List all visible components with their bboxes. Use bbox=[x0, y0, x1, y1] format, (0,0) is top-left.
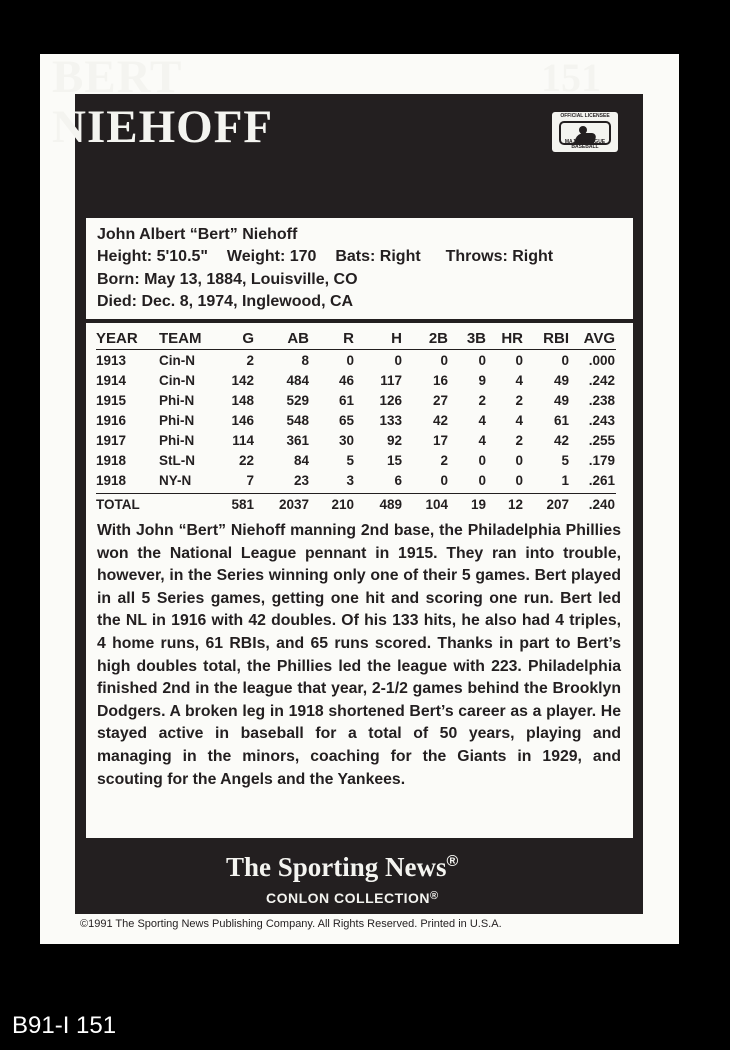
cell-r: 0 bbox=[346, 353, 354, 368]
total-divider bbox=[96, 493, 616, 494]
cell-3b: 4 bbox=[478, 413, 486, 428]
full-name: John Albert “Bert” Niehoff bbox=[97, 226, 298, 243]
cell-r: 5 bbox=[346, 453, 354, 468]
cell-year: 1918 bbox=[96, 473, 127, 488]
died-value: Dec. 8, 1974, Inglewood, CA bbox=[141, 293, 354, 310]
brand-name: The Sporting News bbox=[226, 852, 447, 882]
cell-2b: 0 bbox=[440, 473, 448, 488]
header-r: R bbox=[343, 330, 354, 347]
total-3b: 19 bbox=[470, 497, 486, 512]
header-year: YEAR bbox=[96, 330, 138, 347]
cell-hr: 0 bbox=[515, 473, 523, 488]
cell-avg: .261 bbox=[588, 473, 615, 488]
cell-rbi: 61 bbox=[553, 413, 569, 428]
header-divider bbox=[96, 349, 616, 350]
cell-avg: .242 bbox=[588, 373, 615, 388]
bio-panel bbox=[86, 218, 633, 319]
header-h: H bbox=[391, 330, 402, 347]
cell-3b: 9 bbox=[478, 373, 486, 388]
cell-avg: .179 bbox=[588, 453, 615, 468]
cell-avg: .238 bbox=[588, 393, 615, 408]
cell-avg: .255 bbox=[588, 433, 615, 448]
player-last-name: NIEHOFF bbox=[52, 101, 274, 153]
stats-panel bbox=[86, 323, 633, 838]
sporting-news-logo bbox=[226, 854, 458, 881]
total-h: 489 bbox=[379, 497, 402, 512]
header-3b: 3B bbox=[466, 330, 486, 347]
cell-3b: 0 bbox=[478, 453, 486, 468]
copyright-line: ©1991 The Sporting News Publishing Company. All Rights Reserved. Printed in U.S.A. bbox=[80, 918, 502, 930]
header-ab: AB bbox=[287, 330, 309, 347]
header-avg: AVG bbox=[583, 330, 615, 347]
registered-mark: ® bbox=[446, 853, 459, 870]
cell-team: Phi-N bbox=[159, 413, 195, 428]
cell-2b: 17 bbox=[432, 433, 448, 448]
stats-header-row bbox=[86, 331, 633, 349]
cell-ab: 484 bbox=[286, 373, 309, 388]
stats-total-row bbox=[86, 498, 633, 516]
cell-year: 1913 bbox=[96, 353, 127, 368]
conlon-collection bbox=[266, 891, 439, 905]
cell-ab: 84 bbox=[293, 453, 309, 468]
cell-ab: 548 bbox=[286, 413, 309, 428]
cell-team: StL-N bbox=[159, 453, 195, 468]
mlb-logo bbox=[552, 112, 618, 152]
cell-r: 46 bbox=[338, 373, 354, 388]
cell-h: 0 bbox=[394, 353, 402, 368]
cell-h: 15 bbox=[386, 453, 402, 468]
cell-2b: 16 bbox=[432, 373, 448, 388]
cell-h: 133 bbox=[379, 413, 402, 428]
height-value: 5'10.5" bbox=[156, 248, 208, 265]
cell-team: Cin-N bbox=[159, 353, 195, 368]
cell-3b: 2 bbox=[478, 393, 486, 408]
cell-h: 6 bbox=[394, 473, 402, 488]
total-year: TOTAL bbox=[96, 497, 140, 512]
stats-row bbox=[86, 394, 633, 412]
cell-r: 30 bbox=[338, 433, 354, 448]
stats-row bbox=[86, 434, 633, 452]
throws-label: Throws: bbox=[445, 248, 508, 265]
stats-row bbox=[86, 354, 633, 372]
cell-h: 92 bbox=[386, 433, 402, 448]
cell-h: 126 bbox=[379, 393, 402, 408]
cell-team: Cin-N bbox=[159, 373, 195, 388]
cell-team: Phi-N bbox=[159, 393, 195, 408]
cell-r: 61 bbox=[338, 393, 354, 408]
stats-row bbox=[86, 454, 633, 472]
cell-year: 1915 bbox=[96, 393, 127, 408]
logo-text-top: OFFICIAL LICENSEE bbox=[560, 113, 610, 119]
total-avg: .240 bbox=[588, 497, 615, 512]
measurements-line bbox=[97, 249, 553, 265]
cell-team: Phi-N bbox=[159, 433, 195, 448]
cell-r: 65 bbox=[338, 413, 354, 428]
cell-avg: .243 bbox=[588, 413, 615, 428]
cell-hr: 2 bbox=[515, 433, 523, 448]
header-2b: 2B bbox=[428, 330, 448, 347]
total-rbi: 207 bbox=[546, 497, 569, 512]
cell-g: 142 bbox=[231, 373, 254, 388]
throws-value: Right bbox=[512, 248, 554, 265]
cell-g: 148 bbox=[231, 393, 254, 408]
cell-rbi: 49 bbox=[553, 393, 569, 408]
died-line bbox=[97, 294, 353, 310]
player-first-name: BERT bbox=[52, 51, 183, 103]
cell-ab: 361 bbox=[286, 433, 309, 448]
height-label: Height: bbox=[97, 248, 153, 265]
cell-3b: 4 bbox=[478, 433, 486, 448]
cell-rbi: 1 bbox=[561, 473, 569, 488]
born-label: Born: bbox=[97, 271, 140, 288]
cell-ab: 23 bbox=[293, 473, 309, 488]
total-ab: 2037 bbox=[278, 497, 309, 512]
cell-2b: 2 bbox=[440, 453, 448, 468]
stats-row bbox=[86, 474, 633, 492]
career-blurb: With John “Bert” Niehoff manning 2nd base, the Philadelphia Phillies won the National League pennant in 1915. They ran into trouble, however, in the Series winning only one of their 5 games. Bert played in all 5 Series games, getting one hit and scoring one run. Bert led the NL in 1916 with 42 doubles. Of his 133 hits, he also had 4 triples, 4 home runs, 61 RBIs, and 65 runs scored. Thanks in part to Bert’s high doubles total, the Phillies led the league with 223. Philadelphia finished 2nd in the league that year, 2-1/2 games behind the Brooklyn Dodgers. A broken leg in 1918 shortened Bert’s career as a player. He stayed active in baseball for a total of 50 years, playing and managing in the minors, coaching for the Giants in 1929, and scouting for the Angels and the Yankees. bbox=[97, 522, 621, 788]
cell-rbi: 42 bbox=[553, 433, 569, 448]
bats-value: Right bbox=[379, 248, 421, 265]
cell-2b: 42 bbox=[432, 413, 448, 428]
cell-rbi: 0 bbox=[561, 353, 569, 368]
bats-label: Bats: bbox=[335, 248, 376, 265]
total-r: 210 bbox=[331, 497, 354, 512]
weight-label: Weight: bbox=[226, 248, 286, 265]
cell-year: 1916 bbox=[96, 413, 127, 428]
cell-year: 1917 bbox=[96, 433, 127, 448]
cell-2b: 27 bbox=[432, 393, 448, 408]
card-number: 151 bbox=[541, 55, 601, 100]
header-rbi: RBI bbox=[543, 330, 569, 347]
weight-value: 170 bbox=[289, 248, 317, 265]
cell-ab: 8 bbox=[301, 353, 309, 368]
collection-name: CONLON COLLECTION bbox=[266, 890, 431, 906]
cell-hr: 0 bbox=[515, 353, 523, 368]
cell-3b: 0 bbox=[478, 353, 486, 368]
header-hr: HR bbox=[501, 330, 523, 347]
cell-hr: 4 bbox=[515, 413, 523, 428]
cell-r: 3 bbox=[346, 473, 354, 488]
collection-registered-mark: ® bbox=[430, 890, 439, 902]
stats-row bbox=[86, 374, 633, 392]
logo-text-bottom: MAJOR LEAGUE BASEBALL bbox=[564, 139, 606, 150]
cell-year: 1918 bbox=[96, 453, 127, 468]
born-value: May 13, 1884, Louisville, CO bbox=[144, 271, 358, 288]
cell-hr: 2 bbox=[515, 393, 523, 408]
total-2b: 104 bbox=[425, 497, 448, 512]
image-label: B91-I 151 bbox=[12, 1012, 117, 1039]
cell-g: 2 bbox=[246, 353, 254, 368]
cell-team: NY-N bbox=[159, 473, 192, 488]
cell-g: 7 bbox=[246, 473, 254, 488]
cell-ab: 529 bbox=[286, 393, 309, 408]
stats-row bbox=[86, 414, 633, 432]
cell-h: 117 bbox=[380, 373, 402, 388]
cell-g: 114 bbox=[232, 433, 254, 448]
died-label: Died: bbox=[97, 293, 137, 310]
cell-year: 1914 bbox=[96, 373, 127, 388]
cell-avg: .000 bbox=[588, 353, 615, 368]
cell-g: 146 bbox=[231, 413, 254, 428]
total-g: 581 bbox=[231, 497, 254, 512]
cell-rbi: 5 bbox=[561, 453, 569, 468]
cell-hr: 0 bbox=[515, 453, 523, 468]
cell-rbi: 49 bbox=[553, 373, 569, 388]
total-hr: 12 bbox=[507, 497, 523, 512]
header-g: G bbox=[242, 330, 254, 347]
cell-2b: 0 bbox=[440, 353, 448, 368]
cell-hr: 4 bbox=[515, 373, 523, 388]
cell-3b: 0 bbox=[478, 473, 486, 488]
header-team: TEAM bbox=[159, 330, 202, 347]
born-line bbox=[97, 272, 358, 288]
cell-g: 22 bbox=[238, 453, 254, 468]
